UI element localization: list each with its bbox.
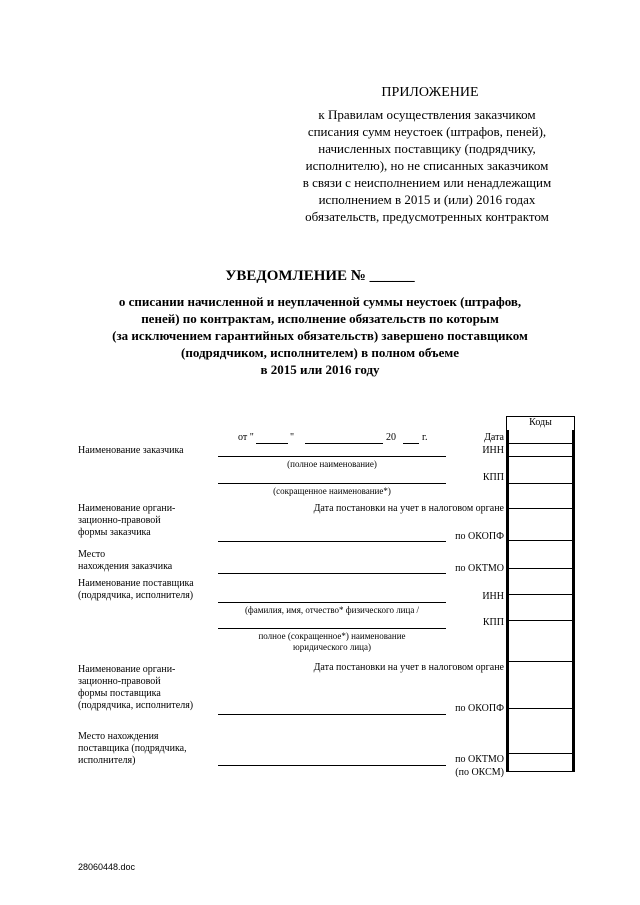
label-line: зационно-правовой (78, 676, 161, 687)
notice-subtitle-line: пеней) по контрактам, исполнение обязательств по которым (141, 311, 499, 326)
label-tax-reg-date2: Дата постановки на учет в налоговом органе (313, 662, 504, 673)
label-kpp: КПП (482, 472, 504, 483)
code-cell-date[interactable] (509, 430, 572, 443)
code-cell-oksm[interactable] (509, 753, 572, 771)
label-customer-org-form (78, 503, 175, 539)
code-cell-oktmo2[interactable] (509, 708, 572, 753)
label-line: Место нахождения (78, 731, 159, 742)
caption-short-name: (сокращенное наименование*) (273, 486, 391, 496)
label-line: нахождения заказчика (78, 561, 173, 572)
label-oksm: (по ОКСМ) (455, 767, 504, 778)
label-line: (подрядчика, исполнителя) (78, 700, 194, 711)
code-cell-okopf[interactable] (509, 508, 572, 540)
date-prefix: от " (238, 432, 254, 443)
label-customer-name: Наименование заказчика (78, 445, 184, 456)
appendix-line: исполнителю), но не списанных заказчиком (305, 158, 549, 173)
customer-short-name-line[interactable] (218, 483, 446, 484)
label-oktmo: по ОКТМО (455, 563, 504, 574)
label-line: (подрядчика, исполнителя) (78, 590, 194, 601)
label-oktmo2: по ОКТМО (455, 754, 504, 765)
appendix-line: обязательств, предусмотренных контрактом (305, 209, 549, 224)
appendix-title: ПРИЛОЖЕНИЕ (381, 85, 479, 100)
appendix-line: исполнением в 2015 и (или) 2016 годах (318, 192, 536, 207)
supplier-location-line[interactable] (218, 765, 446, 766)
code-cell-tax-date[interactable] (509, 483, 572, 508)
label-line: зационно-правовой (78, 515, 161, 526)
notice-subtitle-line: о списании начисленной и неуплаченной суммы неустоек (штрафов, (118, 294, 522, 309)
code-cell-inn[interactable] (509, 443, 572, 456)
appendix-text (262, 106, 592, 225)
caption-legal-name (218, 631, 446, 653)
appendix-line: списания сумм неустоек (штрафов, пеней), (307, 124, 547, 139)
label-line: Наименование органи- (78, 503, 176, 514)
code-cell-inn2[interactable] (509, 568, 572, 594)
caption-line: полное (сокращенное*) наименование (258, 631, 406, 641)
codes-header: Коды (529, 417, 552, 428)
notice-subtitle-line: (за исключением гарантийных обязательств) завершено поставщиком (112, 328, 528, 343)
caption-person-name: (фамилия, имя, отчество* физического лица / (244, 605, 420, 615)
label-inn2: ИНН (482, 591, 504, 602)
customer-org-form-line[interactable] (218, 541, 446, 542)
code-cell-okopf2[interactable] (509, 661, 572, 708)
label-line: Наименование органи- (78, 664, 176, 675)
label-line: Место (78, 549, 106, 560)
code-cell-oktmo[interactable] (509, 540, 572, 568)
label-kpp2: КПП (482, 617, 504, 628)
label-line: исполнителя) (78, 755, 136, 766)
codes-cells (507, 430, 574, 771)
caption-line: юридического лица) (293, 642, 371, 652)
caption-full-name: (полное наименование) (287, 459, 377, 469)
label-inn: ИНН (482, 445, 504, 456)
label-line: формы заказчика (78, 527, 151, 538)
label-okopf2: по ОКОПФ (455, 703, 504, 714)
appendix-line: к Правилам осуществления заказчиком (318, 107, 536, 122)
date-suffix: г. (422, 432, 428, 443)
appendix-line: начисленных поставщику (подрядчику, (318, 141, 536, 156)
label-supplier-org-form (78, 664, 193, 712)
date-mid: " (290, 432, 295, 443)
supplier-person-name-line[interactable] (218, 602, 446, 603)
label-line: поставщика (подрядчика, (78, 743, 187, 754)
appendix-line: в связи с неисполнением или ненадлежащим (302, 175, 552, 190)
supplier-legal-name-line[interactable] (218, 628, 446, 629)
code-cell-kpp[interactable] (509, 456, 572, 483)
label-customer-location (78, 549, 172, 573)
label-supplier-location (78, 731, 187, 767)
notice-subtitle (60, 293, 580, 378)
label-okopf: по ОКОПФ (455, 531, 504, 542)
notice-subtitle-line: в 2015 или 2016 году (260, 362, 380, 377)
date-year: 20 (386, 432, 396, 443)
codes-column (506, 416, 575, 772)
footer-filename: 28060448.doc (78, 862, 136, 872)
label-tax-reg-date: Дата постановки на учет в налоговом органе (313, 503, 504, 514)
code-cell-tax-date2[interactable] (509, 620, 572, 661)
label-line: формы поставщика (78, 688, 161, 699)
supplier-org-form-line[interactable] (218, 714, 446, 715)
notice-title: УВЕДОМЛЕНИЕ № ______ (225, 268, 415, 284)
code-cell-kpp2[interactable] (509, 594, 572, 620)
label-supplier-name (78, 578, 194, 602)
label-line: Наименование поставщика (78, 578, 194, 589)
notice-subtitle-line: (подрядчиком, исполнителем) в полном объеме (181, 345, 459, 360)
customer-location-line[interactable] (218, 573, 446, 574)
customer-full-name-line[interactable] (218, 456, 446, 457)
label-date: Дата (484, 432, 504, 443)
